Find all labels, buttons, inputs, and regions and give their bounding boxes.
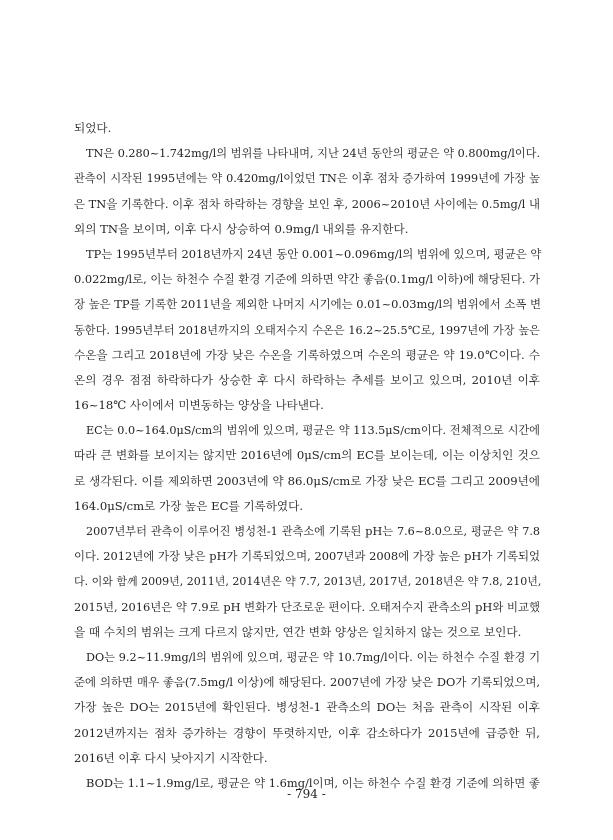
text-line: 온의 경우 점점 하락하다가 상승한 후 다시 하락하는 추세를 보이고 있으며, 2010년 이후 — [74, 372, 540, 387]
text-line: 동한다. 1995년부터 2018년까지의 오태저수지 수온은 16.2~25.5℃로, 1997년에 가장 높은 — [74, 323, 540, 337]
page-number: - 794 - — [287, 787, 326, 801]
text-line: 외의 TN을 보이며, 이후 다시 상승하여 0.9mg/l 내외를 유지한다. — [74, 221, 409, 236]
paragraph — [74, 116, 540, 141]
text-line: 장 높은 TP를 기록한 2011년을 제외한 나머지 시기에는 0.01~0.03mg/l의 범위에서 소폭 변 — [74, 297, 542, 312]
text-line: 다. 이와 함께 2009년, 2011년, 2014년은 약 7.7, 2013년, 2017년, 2018년은 약 7.8, 210년, — [74, 575, 542, 589]
text-line: 준에 의하면 매우 좋음(7.5mg/l 이상)에 해당된다. 2007년에 가장 낮은 DO가 기록되었으며, — [74, 675, 540, 690]
text-line: 가장 높은 DO는 2015년에 확인된다. 병성천-1 관측소의 DO는 처음 관측이 시작된 이후 — [74, 700, 540, 715]
text-line: 로 생각된다. 이를 제외하면 2003년에 약 86.0μS/cm로 가장 낮은 EC를 그리고 2009년에 — [74, 473, 540, 488]
paragraph-do — [74, 645, 540, 771]
paragraph-ec — [74, 418, 540, 519]
text-line: 2012년까지는 점차 증가하는 경향이 뚜렷하지만, 이후 감소하다가 2015년에 급증한 뒤, — [74, 725, 540, 740]
body-text — [74, 116, 540, 796]
text-line: DO는 9.2~11.9mg/l의 범위에 있으며, 평균은 약 10.7mg/l이다. 이는 하천수 수질 환경 기 — [86, 650, 540, 664]
text-line: 관측이 시작된 1995년에는 약 0.420mg/l이었던 TN은 이후 점차 증가하여 1999년에 가장 높 — [74, 172, 540, 186]
text-line: 되었다. — [74, 121, 112, 135]
text-line: 0.022mg/l로, 이는 하천수 수질 환경 기준에 의하면 약간 좋음(0.1mg/l 이하)에 해당된다. 가 — [74, 272, 540, 287]
text-line: 164.0μS/cm로 가장 높은 EC를 기록하였다. — [74, 498, 304, 513]
text-line: 이다. 2012년에 가장 낮은 pH가 기록되었으며, 2007년과 2008에 가장 높은 pH가 기록되었 — [74, 549, 540, 564]
text-line: 을 때 수치의 범위는 크게 다르지 않지만, 연간 변화 양상은 일치하지 않는 것으로 보인다. — [74, 624, 522, 639]
text-line: TN은 0.280~1.742mg/l의 범위를 나타내며, 지난 24년 동안의 평균은 약 0.800mg/l이다. — [86, 147, 540, 161]
text-line: 2016년 이후 다시 낮아지기 시작한다. — [74, 750, 268, 765]
text-line: EC는 0.0~164.0μS/cm의 범위에 있으며, 평균은 약 113.5μS/cm이다. 전체적으로 시간에 — [86, 424, 540, 438]
text-line: TP는 1995년부터 2018년까지 24년 동안 0.001~0.096mg/l의 범위에 있으며, 평균은 약 — [86, 246, 542, 261]
text-line: 은 TN을 기록한다. 이후 점차 하락하는 경향을 보인 후, 2006~2010년 사이에는 0.5mg/l 내 — [74, 196, 540, 211]
text-line: 수온을 그리고 2018년에 가장 낮은 수온을 기록하였으며 수온의 평균은 약 19.0℃이다. 수 — [74, 347, 540, 362]
paragraph-tp — [74, 242, 540, 418]
paragraph-ph — [74, 519, 540, 645]
text-line: 2007년부터 관측이 이루어진 병성천-1 관측소에 기록된 pH는 7.6~8.0으로, 평균은 약 7.8 — [86, 525, 540, 538]
text-line: BOD는 1.1~1.9mg/l로, 평균은 약 1.6mg/l이며, 이는 하천수 수질 환경 기준에 의하면 좋 — [86, 775, 540, 790]
text-line: 따라 큰 변화를 보이지는 않지만 2016년에 0μS/cm의 EC를 보이는데, 이는 이상치인 것으 — [74, 448, 540, 463]
paragraph-tn — [74, 141, 540, 242]
text-line: 16~18℃ 사이에서 미변동하는 양상을 나타낸다. — [74, 398, 324, 413]
text-line: 2015년, 2016년은 약 7.9로 pH 변화가 단조로운 편이다. 오태저수지 관측소의 pH와 비교했 — [74, 599, 540, 614]
